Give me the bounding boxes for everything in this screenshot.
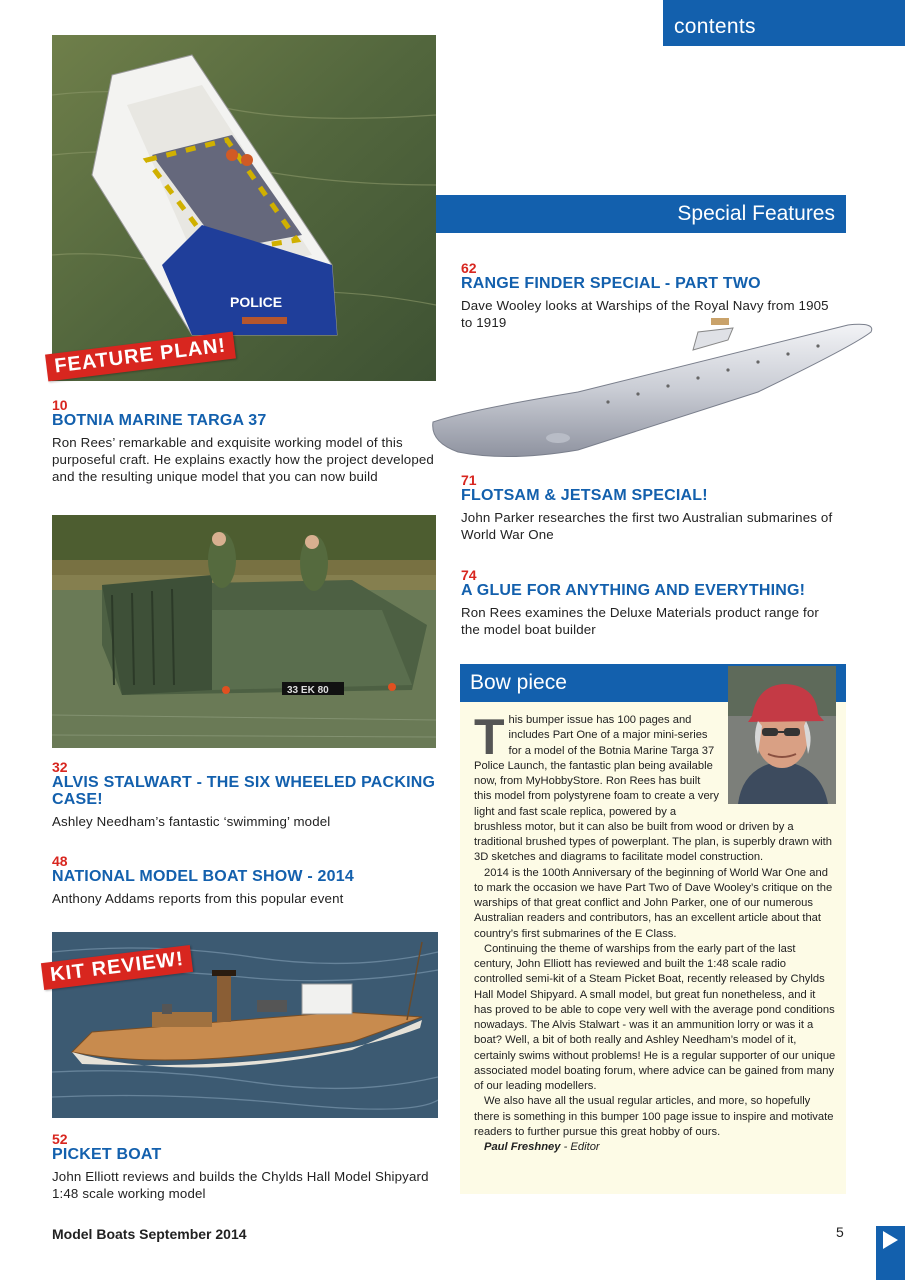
alvis-stalwart-photo (52, 515, 436, 748)
submarine-model-photo (428, 310, 878, 465)
special-features-heading: Special Features (436, 195, 846, 233)
bow-piece-heading: Bow piece (460, 664, 846, 702)
article-title: A GLUE FOR ANYTHING AND EVERYTHING! (461, 582, 806, 599)
article-show[interactable] (52, 854, 436, 907)
article-description: Ron Rees’ remarkable and exquisite working model of this purposeful craft. He explains exactly how the project developed and the resulting unique model that you can now build (52, 435, 434, 484)
article-description: Anthony Addams reports from this popular event (52, 891, 344, 906)
article-title: PICKET BOAT (52, 1146, 162, 1163)
vehicle-plate-text: 33 EK 80 (287, 685, 329, 696)
editor-signature (474, 1140, 836, 1155)
kit-review-banner: KIT REVIEW! (41, 945, 194, 990)
police-boat-photo (52, 35, 436, 381)
article-flotsam[interactable] (461, 473, 841, 543)
article-page-number: 32 (52, 759, 68, 775)
article-description: Ashley Needham’s fantastic ‘swimming’ model (52, 814, 331, 829)
drop-cap: T (474, 709, 505, 765)
article-page-number: 62 (461, 260, 477, 276)
article-page-number: 48 (52, 853, 68, 869)
article-description: John Parker researches the first two Australian submarines of World War One (461, 510, 833, 542)
article-glue[interactable] (461, 568, 841, 638)
article-title: RANGE FINDER SPECIAL - PART TWO (461, 275, 761, 292)
bow-paragraph: 2014 is the 100th Anniversary of the beginning of World War One and to mark the occasion we have Part Two of Dave Wooley’s critique on the warships of that great conflict and John Parker, one of our numerous Australian readers and contributors, has an excellent article about that country’s first submarines of the E Class. (474, 866, 833, 940)
bow-paragraph: We also have all the usual regular articles, and more, so hopefully there is something in this bumper 100 page issue to inspire and motivate readers to further pursue this great hobby of ours. (474, 1095, 834, 1138)
play-arrow-icon (876, 1226, 905, 1280)
editor-name: Paul Freshney (484, 1141, 561, 1153)
bow-paragraph: Continuing the theme of warships from the early part of the last century, John Elliott has reviewed and built the 1:48 scale radio controlled semi-kit of a Steam Picket Boat, recently released by Chylds Hall Model Shipyard. A small model, but great fun nonetheless, and it has proved to be able to cope very well with the average pond conditions nowadays. The Alvis Stalwart - was it an ammunition lorry or was it a boat? Well, a bit of both really and Ashley Needham’s model of it, certainly swims without problems! He is a regular supporter of our unique associated model boating forum, where advice can be gained from many of our leading modellers. (474, 942, 836, 1092)
article-title: NATIONAL MODEL BOAT SHOW - 2014 (52, 868, 354, 885)
article-picket-boat[interactable] (52, 1132, 436, 1202)
article-description: Ron Rees examines the Deluxe Materials product range for the model boat builder (461, 605, 819, 637)
article-page-number: 10 (52, 397, 68, 413)
article-page-number: 74 (461, 567, 477, 583)
article-title: BOTNIA MARINE TARGA 37 (52, 412, 267, 429)
bow-piece-text (474, 709, 836, 1155)
bow-paragraph: his bumper issue has 100 pages and includes Part One of a major mini-series for a model of the Botnia Marine Targa 37 Police Launch, the fantastic plan being available now, from MyHobbyStore. Ron Rees has built this model from polystyrene foam to create a very light and fast scale replica, powered by a brushless motor, but it can also be built from wood or driven by a traditional brushed types of powerplant. The plan, is superbly drawn with 3D sketches and diagrams to facilitate model construction. (474, 714, 832, 864)
feature-plan-banner: FEATURE PLAN! (45, 332, 236, 382)
page-number: 5 (836, 1224, 844, 1240)
article-title: ALVIS STALWART - THE SIX WHEELED PACKING CASE! (52, 774, 436, 808)
contents-tab: contents (663, 0, 905, 46)
article-page-number: 52 (52, 1131, 68, 1147)
article-alvis[interactable] (52, 760, 436, 830)
article-botnia[interactable] (52, 398, 436, 485)
police-hull-text: POLICE (230, 294, 283, 310)
next-page-button[interactable] (876, 1226, 905, 1280)
article-description: John Elliott reviews and builds the Chylds Hall Model Shipyard 1:48 scale working model (52, 1169, 429, 1201)
article-title: FLOTSAM & JETSAM SPECIAL! (461, 487, 708, 504)
magazine-footer: Model Boats September 2014 (52, 1226, 247, 1242)
article-description: Dave Wooley looks at Warships of the Royal Navy from 1905 to 1919 (461, 298, 829, 330)
article-page-number: 71 (461, 472, 477, 488)
editor-role: - Editor (560, 1141, 600, 1153)
